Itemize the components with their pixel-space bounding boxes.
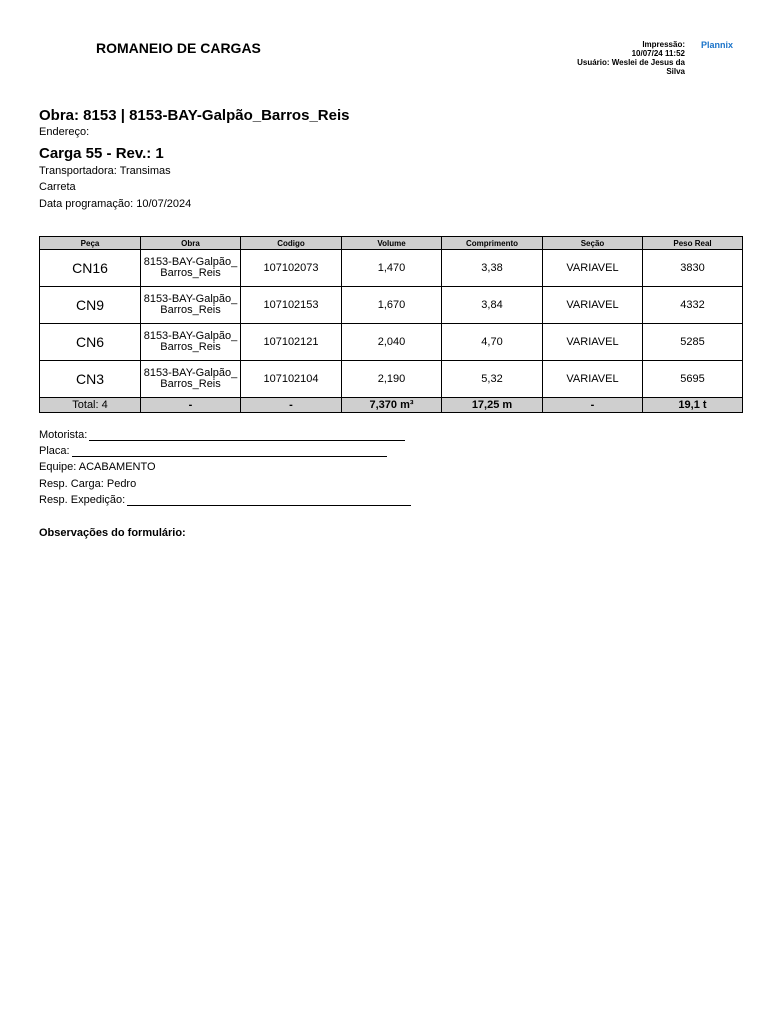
placa-signature-line: [72, 446, 387, 457]
pieces-table: [39, 236, 743, 413]
print-info: [465, 40, 685, 76]
user-line-1: Usuário: Weslei de Jesus da: [577, 58, 685, 67]
cell-comprimento: 4,70: [442, 324, 543, 361]
total-comprimento: 17,25 m: [442, 398, 543, 413]
equipe: Equipe: ACABAMENTO: [39, 461, 156, 473]
cell-obra: 8153-BAY-Galpão_Barros_Reis: [141, 287, 241, 324]
document-title: ROMANEIO DE CARGAS: [96, 40, 261, 56]
cell-peca: CN6: [40, 324, 141, 361]
table-header-row: [40, 237, 743, 250]
cell-peca: CN3: [40, 361, 141, 398]
cell-comprimento: 3,84: [442, 287, 543, 324]
table-total-row: [40, 398, 743, 413]
cell-volume: 2,190: [342, 361, 442, 398]
cell-obra: 8153-BAY-Galpão_Barros_Reis: [141, 324, 241, 361]
endereco-label: Endereço:: [39, 126, 90, 138]
total-peso: 19,1 t: [643, 398, 743, 413]
cell-comprimento: 5,32: [442, 361, 543, 398]
cell-codigo: 107102153: [241, 287, 342, 324]
observacoes-heading: Observações do formulário:: [39, 527, 186, 539]
total-obra: -: [141, 398, 241, 413]
cell-peso: 4332: [643, 287, 743, 324]
cell-secao: VARIAVEL: [543, 361, 643, 398]
transportadora: Transportadora: Transimas: [39, 165, 171, 177]
cell-codigo: 107102121: [241, 324, 342, 361]
cell-obra: 8153-BAY-Galpão_Barros_Reis: [141, 361, 241, 398]
total-volume: 7,370 m³: [342, 398, 442, 413]
cell-codigo: 107102104: [241, 361, 342, 398]
cell-peca: CN9: [40, 287, 141, 324]
motorista-signature-line: [89, 430, 405, 441]
print-datetime: 10/07/24 11:52: [631, 49, 685, 58]
print-label: Impressão:: [642, 40, 685, 49]
cell-secao: VARIAVEL: [543, 324, 643, 361]
obra-title: Obra: 8153 | 8153-BAY-Galpão_Barros_Reis: [39, 107, 350, 124]
header-secao: Seção: [543, 237, 643, 250]
header-obra: Obra: [141, 237, 241, 250]
table-row: [40, 287, 743, 324]
header-volume: Volume: [342, 237, 442, 250]
cell-peso: 5695: [643, 361, 743, 398]
data-programacao: Data programação: 10/07/2024: [39, 198, 192, 210]
carga-title: Carga 55 - Rev.: 1: [39, 145, 164, 162]
table-row: [40, 250, 743, 287]
resp-expedicao-field: [39, 494, 411, 506]
resp-expedicao-signature-line: [127, 495, 411, 506]
motorista-label: Motorista:: [39, 429, 88, 441]
cell-secao: VARIAVEL: [543, 250, 643, 287]
cell-volume: 1,470: [342, 250, 442, 287]
motorista-field: [39, 429, 405, 441]
cell-peso: 5285: [643, 324, 743, 361]
header-codigo: Codigo: [241, 237, 342, 250]
total-label: Total: 4: [40, 398, 141, 413]
plannix-logo: Plannix: [701, 40, 734, 50]
placa-field: [39, 445, 387, 457]
resp-expedicao-label: Resp. Expedição:: [39, 494, 126, 506]
table-row: [40, 324, 743, 361]
placa-label: Placa:: [39, 445, 70, 457]
resp-carga: Resp. Carga: Pedro: [39, 478, 137, 490]
header-peso-real: Peso Real: [643, 237, 743, 250]
header-peca: Peça: [40, 237, 141, 250]
user-line-2: Silva: [666, 67, 685, 76]
cell-obra: 8153-BAY-Galpão_Barros_Reis: [141, 250, 241, 287]
cell-secao: VARIAVEL: [543, 287, 643, 324]
header-comprimento: Comprimento: [442, 237, 543, 250]
cell-volume: 2,040: [342, 324, 442, 361]
cell-volume: 1,670: [342, 287, 442, 324]
total-secao: -: [543, 398, 643, 413]
cell-codigo: 107102073: [241, 250, 342, 287]
veiculo-tipo: Carreta: [39, 181, 76, 193]
cell-peca: CN16: [40, 250, 141, 287]
table-row: [40, 361, 743, 398]
total-codigo: -: [241, 398, 342, 413]
cell-comprimento: 3,38: [442, 250, 543, 287]
cell-peso: 3830: [643, 250, 743, 287]
